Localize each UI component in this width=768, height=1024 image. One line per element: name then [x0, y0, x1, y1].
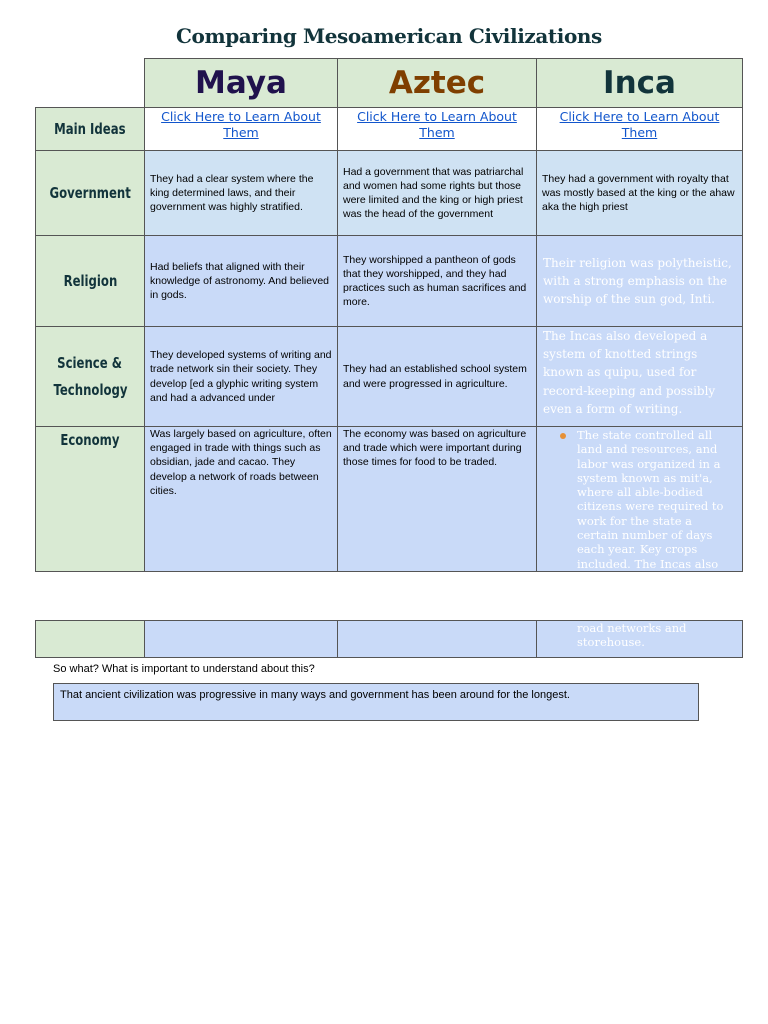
maya-science-cell	[144, 326, 338, 427]
so-what-answer-box[interactable]	[53, 683, 699, 721]
inca-learn-link[interactable]: Click Here to Learn About Them	[536, 107, 743, 151]
row-label: Main Ideas	[54, 119, 126, 138]
row-label: Economy	[60, 431, 120, 449]
row-header-economy	[35, 426, 145, 572]
row-header-main-ideas	[35, 107, 145, 151]
maya-learn-link[interactable]: Click Here to Learn About Them	[144, 107, 338, 151]
column-header-maya: Maya	[144, 58, 338, 108]
row-header-science-technology	[35, 326, 145, 427]
cell-text: The state controlled all land and resources, and labor was organized in a system known as mit'a, where all able-bodied citizens were required to work for the state a certain number of days each year. Key crops included. The Incas also built extensive	[577, 428, 724, 585]
so-what-answer: That ancient civilization was progressive in many ways and government has been around for the longest.	[60, 689, 570, 701]
aztec-learn-link[interactable]: Click Here to Learn About Them	[337, 107, 537, 151]
inca-religion-cell	[536, 235, 743, 327]
so-what-question: So what? What is important to understand about this?	[53, 663, 315, 675]
column-header-inca: Inca	[536, 58, 743, 108]
row-label-line1: Science &	[57, 353, 123, 372]
cell-text: The economy was based on agriculture and trade which were important during those times for food to be traded.	[343, 428, 527, 469]
maya-economy-cell	[144, 426, 338, 572]
cell-text: They had a clear system where the king determined laws, and their government was highly stratified.	[150, 172, 314, 214]
aztec-government-cell	[337, 150, 537, 236]
row-header-religion	[35, 235, 145, 327]
cell-text: They had a government with royalty that was mostly based at the king or the ahaw aka the high priest	[542, 172, 735, 214]
cell-text: Was largely based on agriculture, often engaged in trade with things such as obsidian, jade and cacao. They develop a network of roads between cities.	[150, 428, 332, 497]
page-title: Comparing Mesoamerican Civilizations	[176, 24, 602, 48]
row-label: Government	[49, 183, 131, 202]
cell-text: Had beliefs that aligned with their knowledge of astronomy. And believed in gods.	[150, 260, 330, 302]
cell-text: They worshipped a pantheon of gods that they worshipped, and they had practices such as human sacrifices and more.	[343, 253, 527, 309]
row-label-line2: Technology	[52, 380, 128, 399]
row-label: Religion	[63, 271, 117, 290]
row-header-economy-continued	[35, 620, 145, 658]
cell-text: They had an established school system and were progressed in agriculture.	[343, 363, 527, 390]
inca-economy-cell-continued	[536, 620, 743, 658]
inca-economy-cell	[536, 426, 743, 585]
maya-economy-cell-continued	[144, 620, 338, 658]
aztec-economy-cell-continued	[337, 620, 537, 658]
inca-government-cell	[536, 150, 743, 236]
cell-text: Had a government that was patriarchal and women had some rights but those were limited and the king or high priest was the head of the government	[343, 165, 524, 221]
aztec-science-cell	[337, 326, 537, 427]
column-header-aztec: Aztec	[337, 58, 537, 108]
bullet-dot-icon	[560, 433, 566, 439]
cell-text: Their religion was polytheistic, with a strong emphasis on the worship of the sun god, Inti.	[543, 255, 732, 307]
aztec-religion-cell	[337, 235, 537, 327]
aztec-economy-cell	[337, 426, 537, 572]
cell-text: road networks and storehouse.	[577, 621, 687, 650]
maya-religion-cell	[144, 235, 338, 327]
maya-government-cell	[144, 150, 338, 236]
cell-text: The Incas also developed a system of knotted strings known as quipu, used for record-keeping and possibly even a form of writing.	[543, 329, 716, 416]
inca-science-cell	[536, 326, 743, 427]
cell-text: They developed systems of writing and trade network sin their society. They develop [ed a glyphic writing system and had a advanced under	[150, 349, 332, 404]
row-header-government	[35, 150, 145, 236]
